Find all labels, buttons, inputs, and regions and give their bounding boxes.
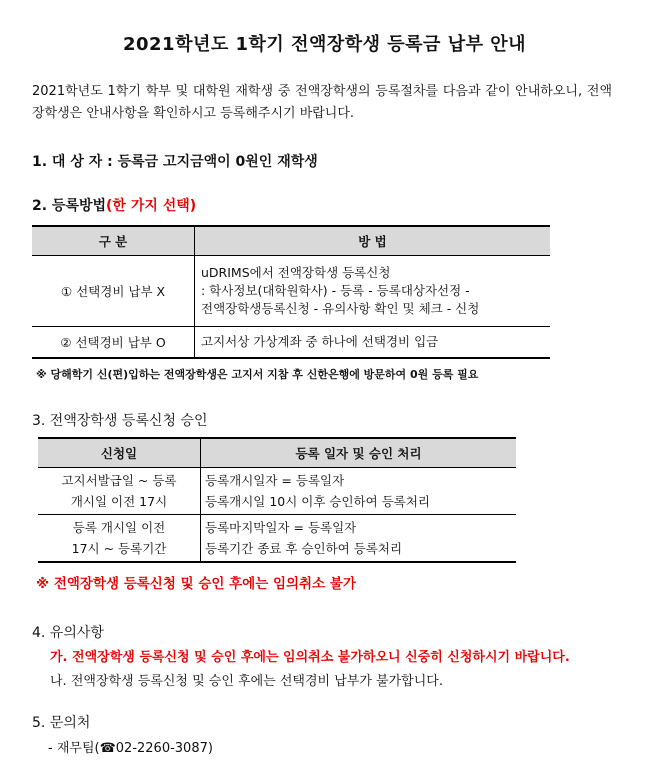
process-line: 등록개시일자 = 등록일자 xyxy=(205,473,345,488)
table-cell-date xyxy=(38,515,201,563)
section2-heading-note: (한 가지 선택) xyxy=(106,198,197,214)
contact-line xyxy=(48,737,213,756)
process-line: 등록개시일 10시 이후 승인하여 등록처리 xyxy=(205,494,430,509)
process-line: 등록기간 종료 후 승인하여 등록처리 xyxy=(205,541,403,556)
date-line: 고지서발급일 ~ 등록 xyxy=(61,473,177,488)
method-line: uDRIMS에서 전액장학생 등록신청 xyxy=(201,265,391,280)
approval-table xyxy=(38,437,516,563)
process-line: 등록마지막일자 = 등록일자 xyxy=(205,520,357,535)
contact-prefix: - 재무팀( xyxy=(48,741,100,756)
section2-heading-main: 2. 등록방법 xyxy=(32,198,107,214)
section2-note: ※ 당해학기 신(편)입하는 전액장학생은 고지서 지참 후 신한은행에 방문하여 0원 등록 필요 xyxy=(36,368,479,381)
method-line: 고지서상 가상계좌 중 하나에 선택경비 입금 xyxy=(201,334,439,349)
section5-heading: 5. 문의처 xyxy=(32,715,91,731)
table-header: 등록 일자 및 승인 처리 xyxy=(201,438,517,468)
table-header: 신청일 xyxy=(38,438,201,468)
table-row xyxy=(38,468,516,515)
section2-heading xyxy=(32,195,196,215)
intro-paragraph: 2021학년도 1학기 학부 및 대학원 재학생 중 전액장학생의 등록절차를 다음과 같이 안내하오니, 전액장학생은 안내사항을 확인하시고 등록해주시기 바랍니다. xyxy=(32,84,612,121)
section3-heading: 3. 전액장학생 등록신청 승인 xyxy=(32,413,208,429)
page-title: 2021학년도 1학기 전액장학생 등록금 납부 안내 xyxy=(122,34,527,55)
caution-item-na: 나. 전액장학생 등록신청 및 승인 후에는 선택경비 납부가 불가합니다. xyxy=(50,674,443,689)
section4-heading: 4. 유의사항 xyxy=(32,625,104,641)
table-cell-process xyxy=(201,468,517,515)
caution-item-ga: 가. 전액장학생 등록신청 및 승인 후에는 임의취소 불가하오니 신중히 신청하시기 바랍니다. xyxy=(50,650,570,665)
date-line: 등록 개시일 이전 xyxy=(72,520,166,535)
date-line: 17시 ~ 등록기간 xyxy=(71,541,167,556)
date-line: 개시일 이전 17시 xyxy=(70,494,168,509)
table-cell-process xyxy=(201,515,517,563)
table-header: 구 분 xyxy=(32,226,195,256)
contact-phone: 02-2260-3087) xyxy=(115,741,213,756)
table-cell-category: ② 선택경비 납부 O xyxy=(32,327,195,359)
method-line: : 학사정보(대학원학사) - 등록 - 등록대상자선정 - xyxy=(201,283,470,298)
registration-method-table xyxy=(32,225,550,359)
table-row xyxy=(38,515,516,563)
method-line: 전액장학생등록신청 - 유의사항 확인 및 체크 - 신청 xyxy=(201,301,480,316)
table-cell-category: ① 선택경비 납부 X xyxy=(32,256,195,327)
section1-heading: 1. 대 상 자 : 등록금 고지금액이 0원인 재학생 xyxy=(32,154,318,170)
table-cell-method xyxy=(195,327,551,359)
table-header: 방 법 xyxy=(195,226,551,256)
table-row xyxy=(32,256,550,327)
table-cell-method xyxy=(195,256,551,327)
phone-icon: ☎ xyxy=(99,741,116,756)
section3-note: ※ 전액장학생 등록신청 및 승인 후에는 임의취소 불가 xyxy=(36,576,356,592)
table-row xyxy=(32,327,550,359)
table-cell-date xyxy=(38,468,201,515)
